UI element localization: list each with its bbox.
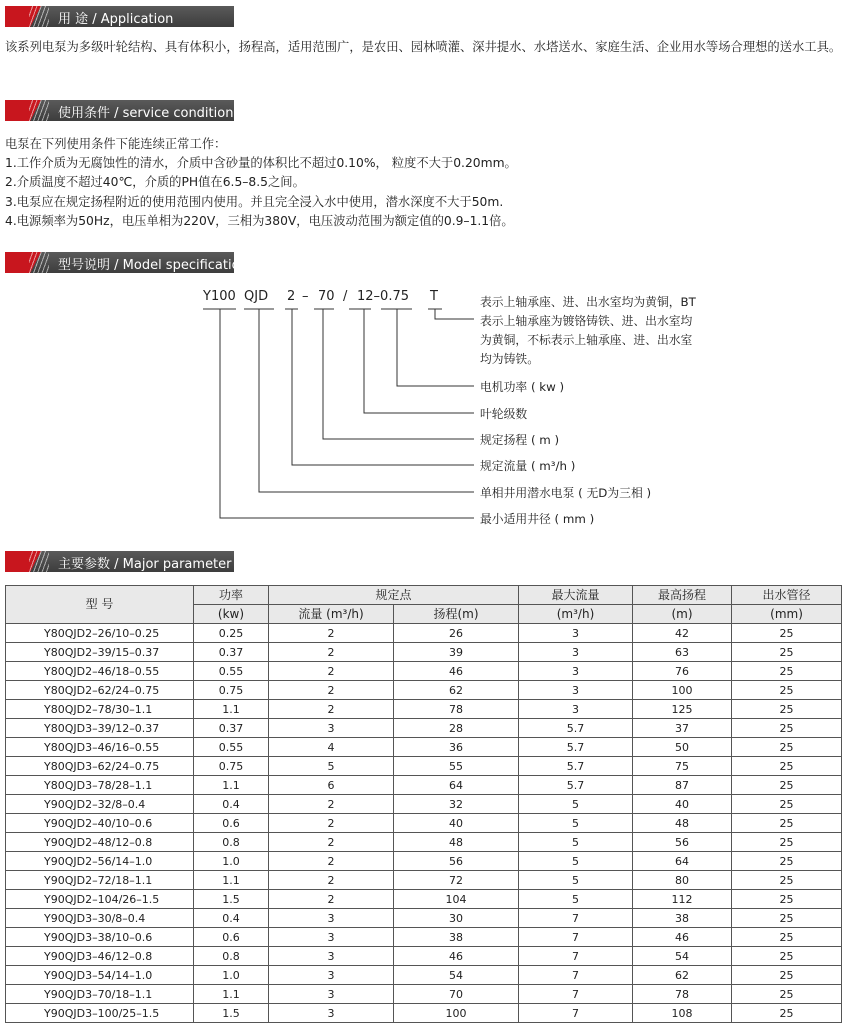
cell-max-head: 50 [633,738,732,757]
model-code-part: T [430,289,438,304]
cell-flow: 2 [269,681,394,700]
cell-max-flow: 5 [519,871,633,890]
cell-flow: 3 [269,909,394,928]
cell-max-head: 80 [633,871,732,890]
cell-flow: 3 [269,1004,394,1023]
cell-model: Y90QJD3–30/8–0.4 [6,909,194,928]
cell-head: 55 [394,757,519,776]
cell-max-head: 37 [633,719,732,738]
model-code-part: – [302,289,309,304]
model-desc-material: 为黄铜，不标表示上轴承座、进、出水室 [480,333,693,347]
model-desc-stages: 叶轮级数 [480,407,528,421]
cell-model: Y90QJD3–100/25–1.5 [6,1004,194,1023]
cell-flow: 2 [269,624,394,643]
cell-model: Y90QJD2–56/14–1.0 [6,852,194,871]
cell-outlet: 25 [732,871,842,890]
cell-flow: 3 [269,985,394,1004]
model-code-part: Y100 [203,289,236,304]
cell-max-head: 54 [633,947,732,966]
cell-outlet: 25 [732,757,842,776]
col-header-max-flow-unit: (m³/h) [519,605,633,624]
cell-max-flow: 5.7 [519,738,633,757]
cell-head: 64 [394,776,519,795]
cell-outlet: 25 [732,738,842,757]
cell-model: Y90QJD2–72/18–1.1 [6,871,194,890]
col-header-flow: 流量 (m³/h) [269,605,394,624]
cell-power: 1.5 [194,1004,269,1023]
cell-head: 56 [394,852,519,871]
col-header-max-flow: 最大流量 [519,586,633,605]
cell-flow: 2 [269,871,394,890]
model-desc-well: 最小适用井径 ( mm ) [480,512,595,526]
cell-power: 0.8 [194,833,269,852]
cell-model: Y90QJD2–48/12–0.8 [6,833,194,852]
cell-max-flow: 3 [519,643,633,662]
cell-outlet: 25 [732,681,842,700]
cell-outlet: 25 [732,719,842,738]
condition-item: 2.介质温度不超过40℃，介质的PH值在6.5–8.5之间。 [5,175,305,189]
table-row [6,662,842,681]
cell-max-head: 62 [633,966,732,985]
table-row [6,871,842,890]
cell-power: 0.6 [194,814,269,833]
cell-outlet: 25 [732,890,842,909]
table-header-row [6,586,842,605]
cell-model: Y90QJD2–32/8–0.4 [6,795,194,814]
table-row [6,928,842,947]
cell-flow: 3 [269,966,394,985]
cell-model: Y80QJD2–39/15–0.37 [6,643,194,662]
cell-max-flow: 3 [519,662,633,681]
section-title: 用 途 / Application [58,12,174,27]
model-code-part: QJD [244,289,269,304]
cell-outlet: 25 [732,909,842,928]
table-row [6,947,842,966]
cell-power: 1.0 [194,852,269,871]
table-row [6,643,842,662]
conditions-intro: 电泵在下列使用条件下能连续正常工作： [5,137,227,151]
cell-flow: 2 [269,795,394,814]
table-row [6,814,842,833]
cell-outlet: 25 [732,795,842,814]
cell-power: 1.5 [194,890,269,909]
cell-flow: 2 [269,814,394,833]
model-code-part: / [343,289,348,304]
cell-max-head: 48 [633,814,732,833]
cell-head: 36 [394,738,519,757]
table-row [6,719,842,738]
table-row [6,624,842,643]
cell-max-head: 38 [633,909,732,928]
cell-max-flow: 7 [519,1004,633,1023]
cell-head: 46 [394,662,519,681]
table-row [6,985,842,1004]
cell-head: 104 [394,890,519,909]
cell-max-head: 76 [633,662,732,681]
col-header-max-head: 最高扬程 [633,586,732,605]
section-title: 主要参数 / Major parameter [58,557,232,572]
col-header-head: 扬程(m) [394,605,519,624]
cell-max-flow: 7 [519,985,633,1004]
cell-power: 0.37 [194,719,269,738]
cell-power: 0.8 [194,947,269,966]
cell-model: Y90QJD3–38/10–0.6 [6,928,194,947]
application-text: 该系列电泵为多级叶轮结构、具有体积小，扬程高，适用范围广，是农田、园林喷灌、深井提水、水塔送水、家庭生活、企业用水等场合理想的送水工具。 [5,40,842,54]
model-desc-material: 均为铸铁。 [480,352,539,366]
cell-power: 0.75 [194,681,269,700]
cell-model: Y90QJD3–46/12–0.8 [6,947,194,966]
cell-outlet: 25 [732,928,842,947]
cell-max-head: 40 [633,795,732,814]
cell-head: 30 [394,909,519,928]
cell-model: Y80QJD2–62/24–0.75 [6,681,194,700]
table-body [6,624,842,1023]
cell-flow: 3 [269,928,394,947]
cell-outlet: 25 [732,814,842,833]
table-row [6,833,842,852]
cell-max-flow: 7 [519,966,633,985]
cell-model: Y80QJD3–46/16–0.55 [6,738,194,757]
cell-model: Y80QJD2–78/30–1.1 [6,700,194,719]
cell-max-flow: 7 [519,928,633,947]
cell-flow: 2 [269,643,394,662]
table-row [6,795,842,814]
cell-head: 26 [394,624,519,643]
cell-head: 48 [394,833,519,852]
model-desc-flow: 规定流量 ( m³/h ) [480,459,576,473]
model-desc-power: 电机功率 ( kw ) [480,380,565,394]
cell-head: 54 [394,966,519,985]
cell-model: Y80QJD2–26/10–0.25 [6,624,194,643]
cell-outlet: 25 [732,700,842,719]
cell-model: Y90QJD2–104/26–1.5 [6,890,194,909]
section-title: 型号说明 / Model specification [58,258,248,273]
col-header-power: 功率 [194,586,269,605]
table-row [6,700,842,719]
cell-outlet: 25 [732,852,842,871]
cell-flow: 2 [269,833,394,852]
decorative-lines [29,551,49,572]
cell-max-head: 125 [633,700,732,719]
cell-power: 1.1 [194,871,269,890]
cell-flow: 3 [269,947,394,966]
model-desc-head: 规定扬程 ( m ) [480,433,560,447]
col-header-outlet-unit: (mm) [732,605,842,624]
cell-head: 100 [394,1004,519,1023]
cell-flow: 6 [269,776,394,795]
cell-flow: 3 [269,719,394,738]
cell-head: 40 [394,814,519,833]
cell-head: 38 [394,928,519,947]
cell-max-head: 46 [633,928,732,947]
cell-power: 0.6 [194,928,269,947]
cell-outlet: 25 [732,643,842,662]
cell-flow: 4 [269,738,394,757]
cell-flow: 2 [269,890,394,909]
cell-max-head: 64 [633,852,732,871]
cell-outlet: 25 [732,985,842,1004]
cell-flow: 2 [269,852,394,871]
cell-power: 0.25 [194,624,269,643]
table-row [6,681,842,700]
model-desc-type: 单相井用潜水电泵 ( 无D为三相 ) [480,486,652,500]
table-row [6,852,842,871]
cell-head: 72 [394,871,519,890]
cell-max-head: 78 [633,985,732,1004]
cell-max-head: 87 [633,776,732,795]
cell-max-flow: 5 [519,833,633,852]
cell-power: 1.1 [194,776,269,795]
table-row [6,1004,842,1023]
cell-power: 0.55 [194,662,269,681]
cell-power: 1.1 [194,700,269,719]
cell-outlet: 25 [732,1004,842,1023]
cell-power: 1.0 [194,966,269,985]
model-desc-material: 表示上轴承座为镀铬铸铁、进、出水室均 [480,314,693,328]
cell-max-flow: 5.7 [519,776,633,795]
cell-power: 0.75 [194,757,269,776]
cell-max-flow: 5.7 [519,719,633,738]
cell-max-head: 42 [633,624,732,643]
cell-max-head: 112 [633,890,732,909]
cell-flow: 2 [269,700,394,719]
cell-outlet: 25 [732,947,842,966]
col-header-power-unit: (kw) [194,605,269,624]
cell-head: 46 [394,947,519,966]
cell-max-flow: 5 [519,814,633,833]
cell-model: Y90QJD3–54/14–1.0 [6,966,194,985]
cell-model: Y80QJD3–62/24–0.75 [6,757,194,776]
cell-max-head: 75 [633,757,732,776]
cell-flow: 5 [269,757,394,776]
cell-head: 62 [394,681,519,700]
col-header-model: 型 号 [6,586,194,624]
cell-outlet: 25 [732,776,842,795]
cell-head: 70 [394,985,519,1004]
cell-max-flow: 5 [519,852,633,871]
model-code-part: 2 [287,289,296,304]
cell-max-head: 56 [633,833,732,852]
cell-max-flow: 3 [519,624,633,643]
cell-max-flow: 7 [519,909,633,928]
cell-head: 78 [394,700,519,719]
model-code-part: 70 [318,289,335,304]
cell-max-flow: 5.7 [519,757,633,776]
table-row [6,776,842,795]
cell-power: 0.4 [194,909,269,928]
section-header-parameters [5,551,234,572]
cell-max-flow: 3 [519,700,633,719]
cell-outlet: 25 [732,833,842,852]
cell-outlet: 25 [732,624,842,643]
cell-model: Y90QJD3–70/18–1.1 [6,985,194,1004]
cell-max-flow: 5 [519,795,633,814]
cell-power: 0.4 [194,795,269,814]
cell-flow: 2 [269,662,394,681]
table-row [6,738,842,757]
model-desc-material: 表示上轴承座、进、出水室均为黄铜，BT [480,295,696,309]
table-row [6,909,842,928]
parameter-table [5,585,842,1023]
cell-model: Y80QJD3–39/12–0.37 [6,719,194,738]
cell-power: 0.55 [194,738,269,757]
col-header-outlet: 出水管径 [732,586,842,605]
cell-max-head: 100 [633,681,732,700]
col-header-rated-point: 规定点 [269,586,519,605]
cell-outlet: 25 [732,966,842,985]
cell-power: 1.1 [194,985,269,1004]
cell-head: 28 [394,719,519,738]
cell-power: 0.37 [194,643,269,662]
table-row [6,966,842,985]
cell-max-head: 63 [633,643,732,662]
cell-model: Y80QJD2–46/18–0.55 [6,662,194,681]
col-header-max-head-unit: (m) [633,605,732,624]
section-title: 使用条件 / service conditions [58,106,241,121]
cell-model: Y90QJD2–40/10–0.6 [6,814,194,833]
model-code-part: 12–0.75 [357,289,409,304]
cell-max-flow: 7 [519,947,633,966]
cell-outlet: 25 [732,662,842,681]
condition-item: 3.电泵应在规定扬程附近的使用范围内使用。并且完全浸入水中使用，潜水深度不大于50m. [5,195,504,209]
cell-max-flow: 5 [519,890,633,909]
table-row [6,890,842,909]
cell-model: Y80QJD3–78/28–1.1 [6,776,194,795]
cell-max-head: 108 [633,1004,732,1023]
cell-head: 32 [394,795,519,814]
cell-head: 39 [394,643,519,662]
cell-max-flow: 3 [519,681,633,700]
condition-item: 4.电源频率为50Hz，电压单相为220V，三相为380V，电压波动范围为额定值的0.9–1.1倍。 [5,214,514,228]
condition-item: 1.工作介质为无腐蚀性的清水，介质中含砂量的体积比不超过0.10%， 粒度不大于0.20mm。 [5,156,517,170]
table-row [6,757,842,776]
